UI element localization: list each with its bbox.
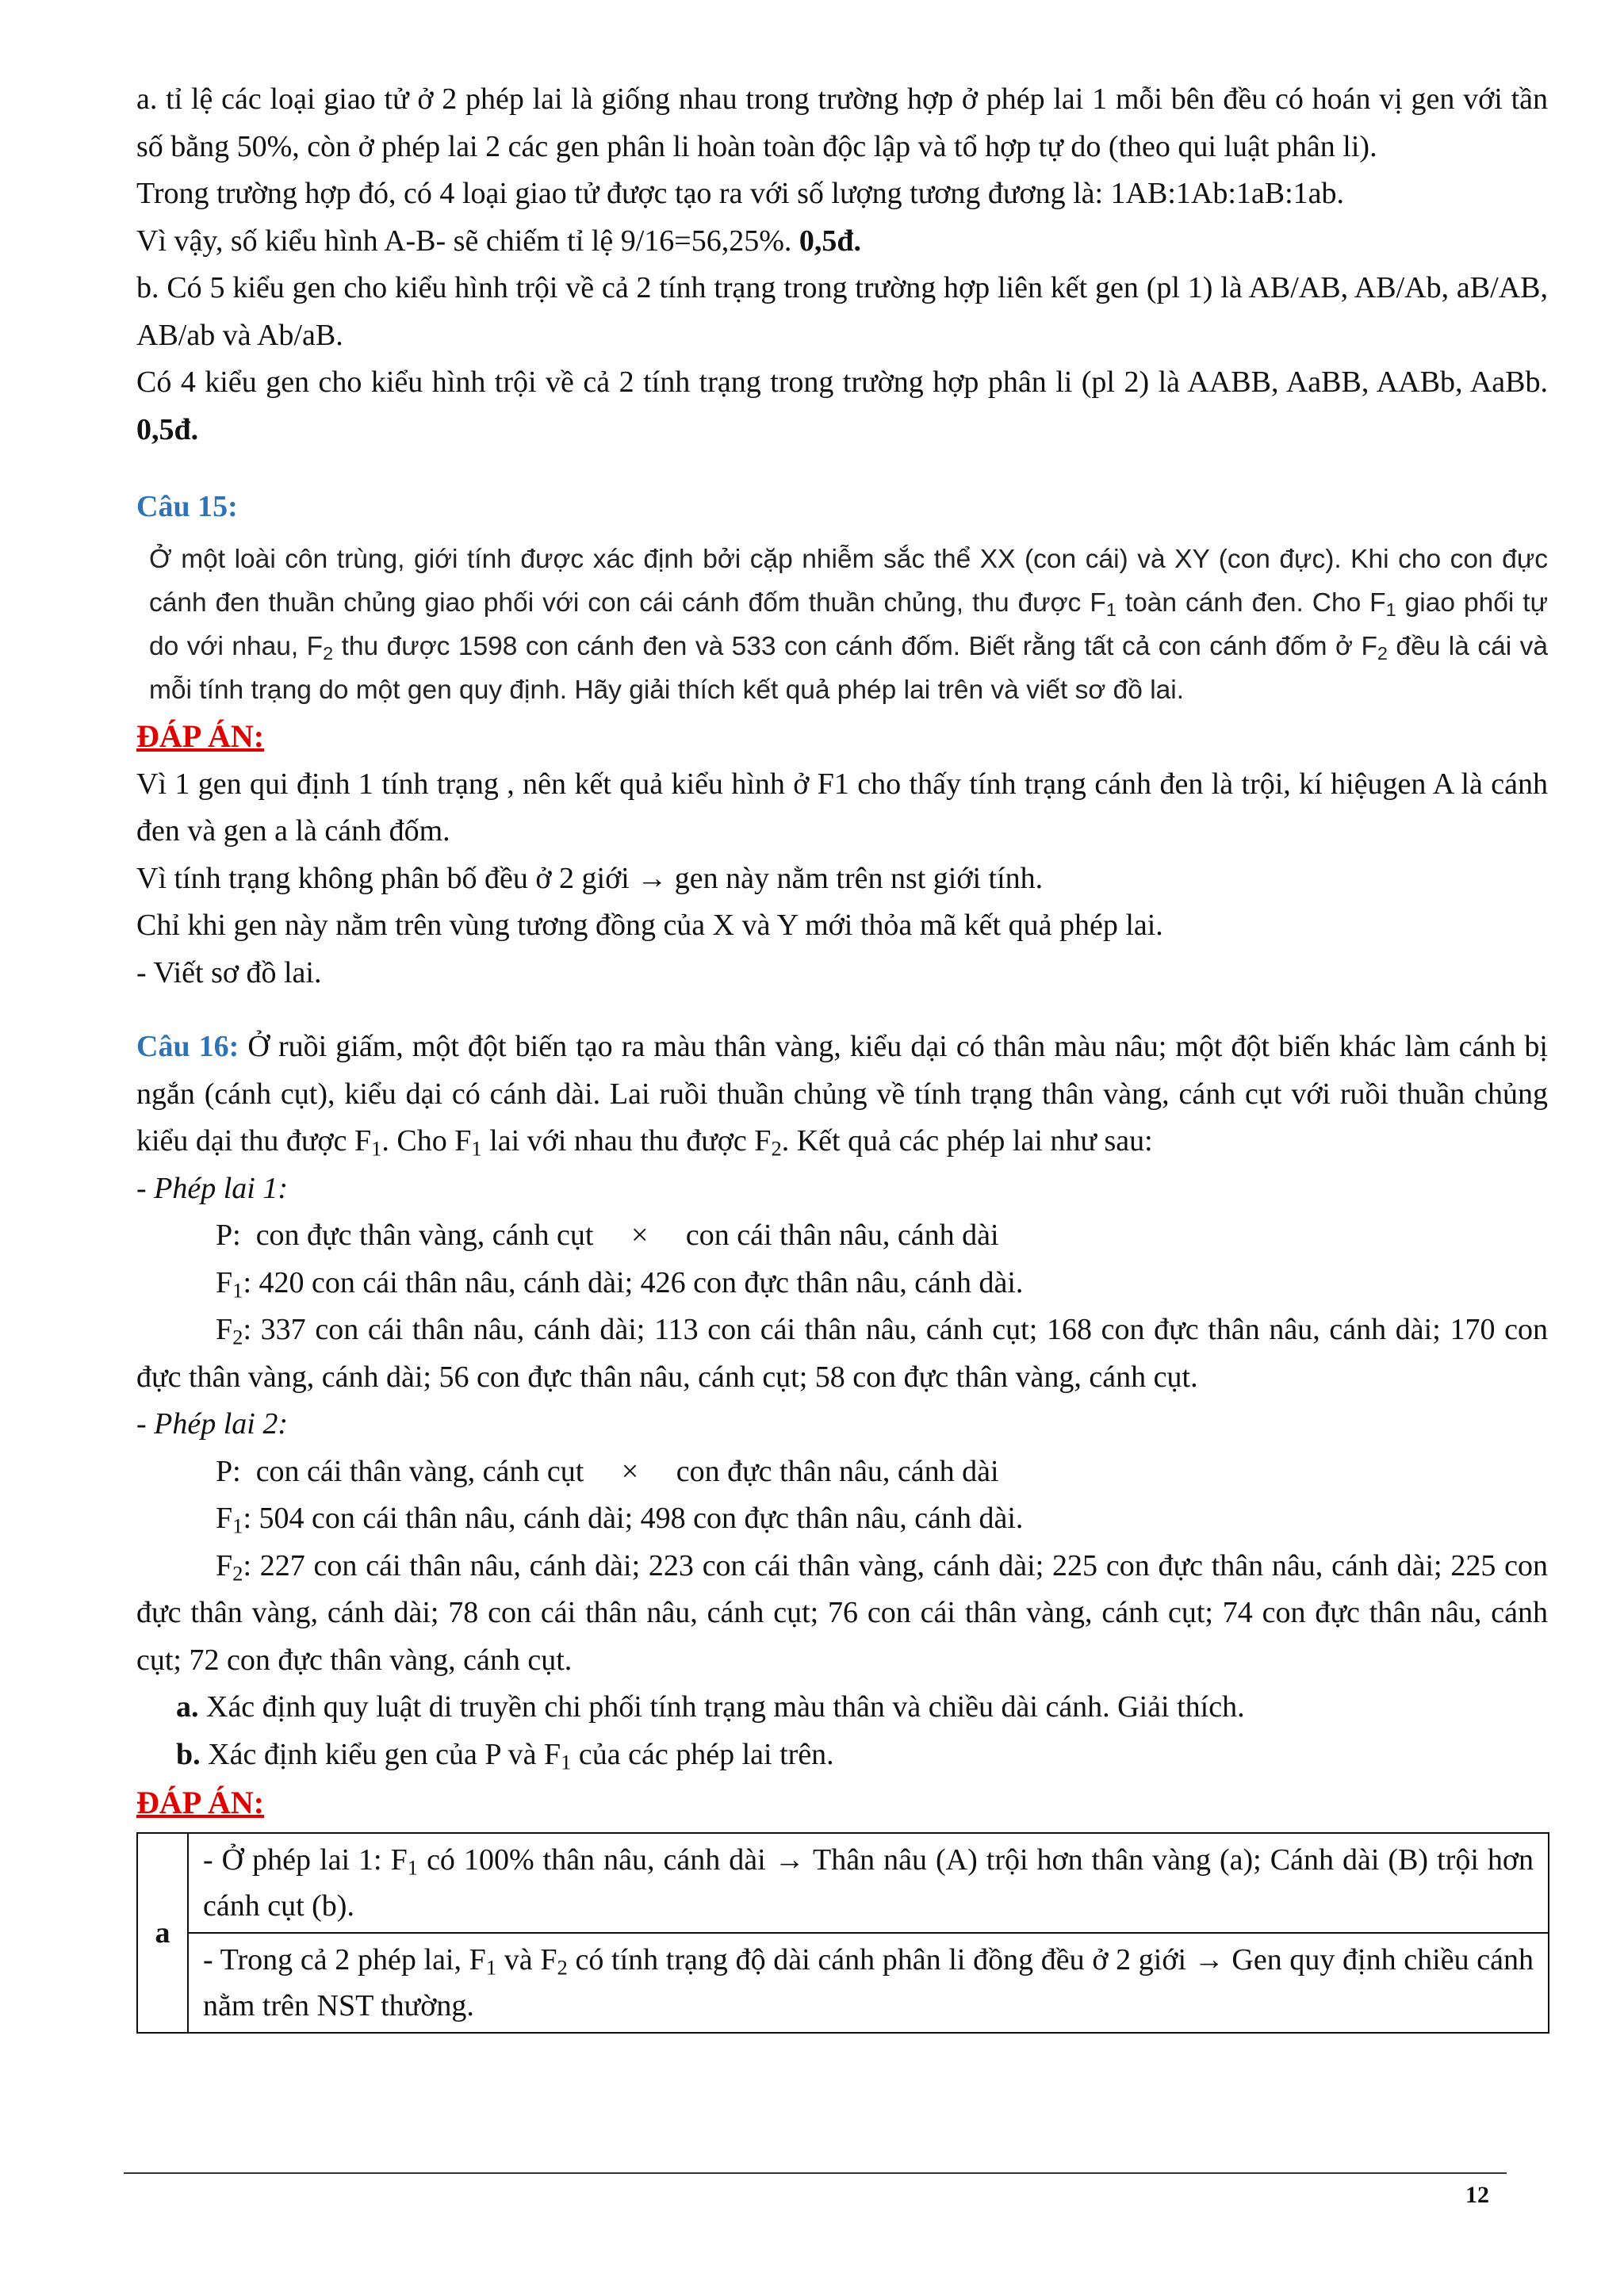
prev-b-para1: b. Có 5 kiểu gen cho kiểu hình trội về cả 2 tính trạng trong trường hợp liên kết gen (pl 1) là AB/AB, AB/Ab, aB/AB, AB/ab và Ab/aB.	[136, 271, 1548, 352]
question-16-intro: Câu 16: Ở ruồi giấm, một đột biến tạo ra màu thân vàng, kiểu dại có thân màu nâu; một đột biến khác làm cánh bị ngắn (cánh cụt), kiểu dại có cánh dài. Lai ruồi thuần chủng về tính trạng thân vàng, cánh cụt với ruồi thuần chủng kiểu dại thu được $F_1$. Cho $F_1$ lai với nhau thu được $F_2$. Kết quả các phép lai như sau:	[136, 1030, 1548, 1161]
table-row	[137, 1833, 1549, 1933]
answer-label: ĐÁP ÁN:	[136, 718, 265, 754]
q15-answer-line2: Vì tính trạng không phân bố đều ở 2 giới → gen này nằm trên nst giới tính.	[136, 861, 1044, 895]
answer-table	[136, 1832, 1549, 2034]
cross-2-label: - Phép lai 2:	[136, 1407, 289, 1441]
cross-2-f2: $F_2$: 227 con cái thân nâu, cánh dài; 223 con cái thân vàng, cánh dài; 225 con đực thân nâu, cánh dài; 225 con đực thân vàng, cánh dài; 78 con cái thân nâu, cánh cụt; 76 con cái thân vàng, cánh cụt; 74 con đực thân nâu, cánh cụt; 72 con đực thân vàng, cánh cụt.	[136, 1548, 1548, 1677]
task-a: a. Xác định quy luật di truyền chi phối tính trạng màu thân và chiều dài cánh. Giải thích.	[176, 1690, 1245, 1724]
cross-1-f2: $F_2$: 337 con cái thân nâu, cánh dài; 113 con cái thân nâu, cánh cụt; 168 con đực thân nâu, cánh dài; 170 con đực thân vàng, cánh dài; 56 con đực thân nâu, cánh cụt; 58 con đực thân vàng, cánh cụt.	[136, 1313, 1548, 1394]
task-b: b. Xác định kiểu gen của P và $F_1$ của các phép lai trên.	[176, 1737, 834, 1774]
table-row-label: a	[137, 1833, 188, 2033]
question-15-heading: Câu 15:	[136, 490, 238, 523]
cross-1-f1: $F_1$: 420 con cái thân nâu, cánh dài; 426 con đực thân nâu, cánh dài.	[216, 1265, 1024, 1303]
question-16-heading: Câu 16:	[136, 1030, 239, 1063]
cross-1-parents: P: con đực thân vàng, cánh cụt × con cái thân nâu, cánh dài	[216, 1219, 999, 1252]
cross-2-parents: P: con cái thân vàng, cánh cụt × con đực thân nâu, cánh dài	[216, 1454, 999, 1488]
footer-rule	[124, 2172, 1507, 2174]
answer-label: ĐÁP ÁN:	[136, 1785, 265, 1820]
question-15-text: Ở một loài côn trùng, giới tính được xác định bởi cặp nhiễm sắc thể XX (con cái) và XY (con đực). Khi cho con đực cánh đen thuần chủng giao phối với con cái cánh đốm thuần chủng, thu được $F_1$ toàn cánh đen. Cho $F_1$ giao phối tự do với nhau, $F_2$ thu được 1598 con cánh đen và 533 con cánh đốm. Biết rằng tất cả con cánh đốm ở $F_2$ đều là cái và mỗi tính trạng do một gen quy định. Hãy giải thích kết quả phép lai trên và viết sơ đồ lai.	[149, 544, 1549, 705]
cross-1-label: - Phép lai 1:	[136, 1171, 289, 1205]
q15-answer-line1: Vì 1 gen qui định 1 tính trạng , nên kết quả kiểu hình ở F1 cho thấy tính trạng cánh đen là trội, kí hiệugen A là cánh đen và gen a là cánh đốm.	[136, 767, 1548, 848]
score-label: 0,5đ.	[136, 412, 199, 446]
table-cell: - Ở phép lai 1: $F_1$ có 100% thân nâu, cánh dài → Thân nâu (A) trội hơn thân vàng (a); Cánh dài (B) trội hơn cánh cụt (b).	[188, 1833, 1549, 1933]
cross-2-f1: $F_1$: 504 con cái thân nâu, cánh dài; 498 con đực thân nâu, cánh dài.	[216, 1502, 1024, 1538]
prev-a-para3: Vì vậy, số kiểu hình A-B- sẽ chiếm tỉ lệ 9/16=56,25%. 0,5đ.	[136, 224, 861, 258]
q15-answer-line4: - Viết sơ đồ lai.	[136, 955, 322, 989]
prev-a-para2: Trong trường hợp đó, có 4 loại giao tử được tạo ra với số lượng tương đương là: 1AB:1Ab:1aB:1ab.	[136, 177, 1345, 210]
q15-answer-line3: Chỉ khi gen này nằm trên vùng tương đồng của X và Y mới thỏa mã kết quả phép lai.	[136, 909, 1163, 942]
prev-a-para1: a. tỉ lệ các loại giao tử ở 2 phép lai là giống nhau trong trường hợp ở phép lai 1 mỗi bên đều có hoán vị gen với tần số bằng 50%, còn ở phép lai 2 các gen phân li hoàn toàn độc lập và tổ hợp tự do (theo qui luật phân li).	[136, 82, 1548, 163]
table-cell: - Trong cả 2 phép lai, $F_1$ và $F_2$ có tính trạng độ dài cánh phân li đồng đều ở 2 giới → Gen quy định chiều cánh nằm trên NST thường.	[188, 1933, 1549, 2033]
prev-b-para2: Có 4 kiểu gen cho kiểu hình trội về cả 2 tính trạng trong trường hợp phân li (pl 2) là AABB, AaBB, AABb, AaBb. 0,5đ.	[136, 365, 1548, 446]
page-number: 12	[1465, 2182, 1489, 2208]
score-label: 0,5đ.	[799, 224, 861, 258]
document-page	[136, 76, 1548, 2034]
table-row	[137, 1933, 1549, 2033]
